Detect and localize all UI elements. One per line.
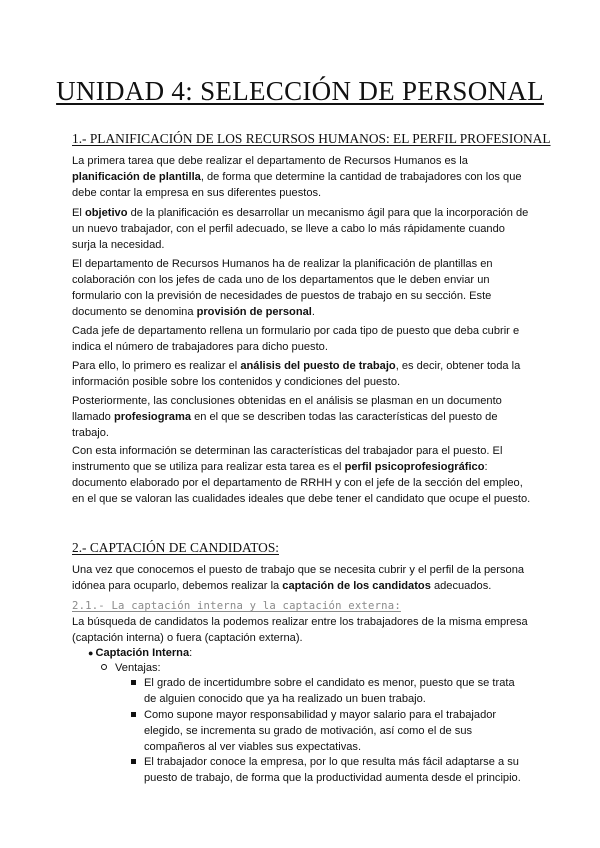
list-item: El grado de incertidumbre sobre el candidato es menor, puesto que se trata de alguien conocido que ya ha realizado un buen trabajo. — [131, 675, 526, 707]
square-bullet-icon — [131, 680, 136, 685]
circle-bullet-icon — [101, 664, 107, 670]
page-title: UNIDAD 4: SELECCIÓN DE PERSONAL — [56, 76, 544, 106]
paragraph: La búsqueda de candidatos la podemos realizar entre los trabajadores de la misma empresa (captación interna) o fuera (captación externa). — [72, 616, 528, 645]
square-bullet-icon — [131, 712, 136, 717]
bullet-icon: ● — [88, 648, 94, 658]
section-1-heading: 1.- PLANIFICACIÓN DE LOS RECURSOS HUMANOS: EL PERFIL PROFESIONAL — [72, 131, 551, 146]
paragraph: La primera tarea que debe realizar el departamento de Recursos Humanos es la planificación de plantilla, de forma que determine la cantidad de trabajadores con los que debe contar la empresa en sus diferentes puestos. — [72, 155, 522, 200]
list-item: Ventajas: — [101, 660, 161, 676]
subsection-heading: 2.1.- La captación interna y la captación externa: — [72, 600, 401, 612]
list-item: Como supone mayor responsabilidad y mayor salario para el trabajador elegido, se incrementa su grado de motivación, así como el de sus compañeros al ver viables sus expectativas. — [131, 707, 526, 755]
paragraph: Cada jefe de departamento rellena un formulario por cada tipo de puesto que deba cubrir e indica el número de trabajadores para dicho puesto. — [72, 325, 520, 354]
square-bullet-icon — [131, 759, 136, 764]
section-2-heading: 2.- CAPTACIÓN DE CANDIDATOS: — [72, 540, 279, 555]
paragraph: El departamento de Recursos Humanos ha de realizar la planificación de plantillas en colaboración con los jefes de cada uno de los departamentos que le deben enviar un formulario con la previsión de necesidades de puestos de trabajo en su sección. Este documento se denomina provisión de personal. — [72, 258, 493, 319]
paragraph: Una vez que conocemos el puesto de trabajo que se necesita cubrir y el perfil de la persona idónea para ocuparlo, debemos realizar la captación de los candidatos adecuados. — [72, 564, 525, 593]
list-item: El trabajador conoce la empresa, por lo que resulta más fácil adaptarse a su puesto de trabajo, de forma que la productividad aumenta desde el principio. — [131, 754, 526, 786]
paragraph: El objetivo de la planificación es desarrollar un mecanismo ágil para que la incorporación de un nuevo trabajador, con el perfil adecuado, se lleve a cabo lo más rápidamente cuando surja la necesidad. — [72, 207, 529, 252]
paragraph: Con esta información se determinan las características del trabajador para el puesto. El instrumento que se utiliza para realizar esta tarea es el perfil psicoprofesiográfico: documento elaborado por el departamento de RRHH y con el jefe de la sección del empleo, en el que se valoran las cualidades ideales que debe tener el candidato que ocupe el puesto. — [72, 445, 531, 506]
list-item: ● Captación Interna: — [88, 647, 193, 659]
paragraph: Para ello, lo primero es realizar el análisis del puesto de trabajo, es decir, obtener toda la información posible sobre los contenidos y condiciones del puesto. — [72, 360, 521, 389]
paragraph: Posteriormente, las conclusiones obtenidas en el análisis se plasman en un documento llamado profesiograma en el que se describen todas las características del puesto de trabajo. — [72, 395, 502, 440]
